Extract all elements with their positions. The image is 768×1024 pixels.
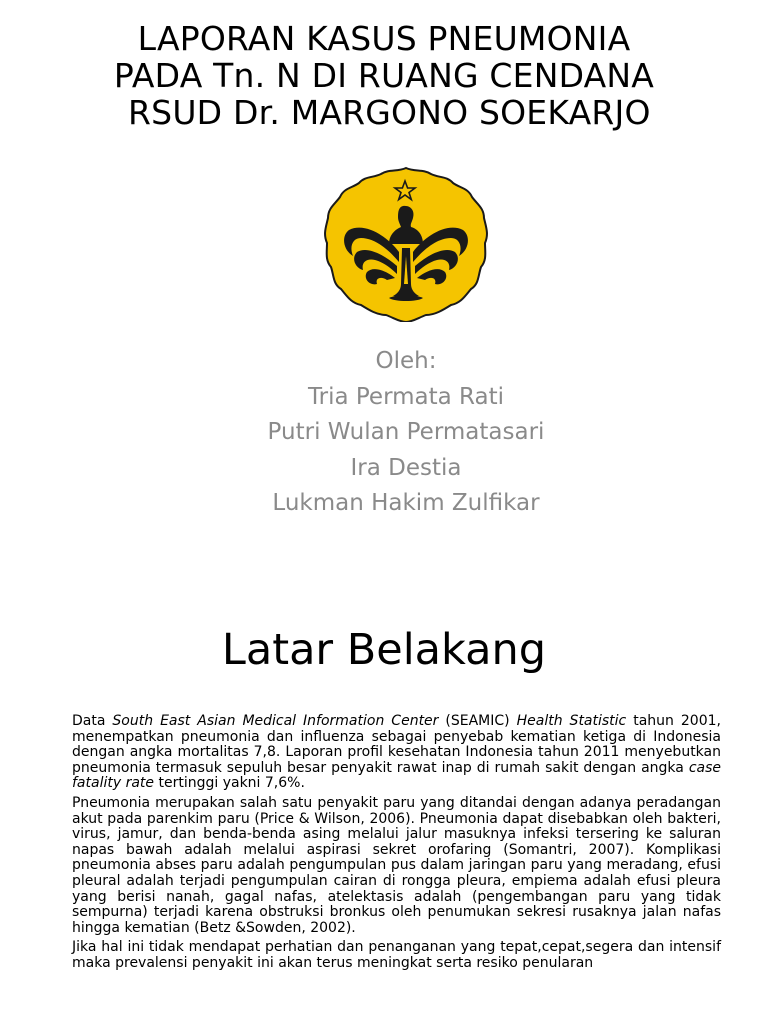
- text-run: (SEAMIC): [438, 713, 517, 729]
- background-slide: [0, 576, 768, 1024]
- text-run: Data: [72, 713, 113, 729]
- body-text: [72, 714, 721, 976]
- author-name: Ira Destia: [350, 454, 462, 481]
- paragraph-1: [72, 714, 721, 792]
- title-line: PADA Tn. N DI RUANG CENDANA: [113, 56, 655, 95]
- report-title: [0, 20, 768, 131]
- authors-label: Oleh:: [375, 348, 437, 374]
- text-run: tertinggi yakni 7,6%.: [154, 775, 305, 792]
- italic-run: Health Statistic: [516, 713, 627, 729]
- authors-block: [0, 344, 768, 522]
- italic-run: South East Asian Medical Information Center: [112, 713, 439, 729]
- text-run: tahun 2001, menempatkan pneumonia dan influenza sebagai penyebab kematian ketiga di Indonesia dengan angka mortalitas 7,8. Laporan profil kesehatan Indonesia tahun 2011 menyebutkan pneumonia termasuk sepuluh besar penyakit rawat inap di rumah sakit dengan angka: [72, 713, 721, 776]
- author-name: Putri Wulan Permatasari: [267, 419, 545, 445]
- author-name: Tria Permata Rati: [307, 383, 505, 410]
- paragraph-2: Pneumonia merupakan salah satu penyakit paru yang ditandai dengan adanya peradangan akut pada parenkim paru (Price & Wilson, 2006). Pneumonia dapat disebabkan oleh bakteri, virus, jamur, dan benda-benda asing melalui jalur masuknya infeksi tersering ke saluran napas bawah adalah melalui aspirasi sekret orofaring (Somantri, 2007). Komplikasi pneumonia abses paru adalah pengumpulan pus dalam jaringan paru yang meradang, efusi pleural adalah terjadi pengumpulan cairan di rongga pleura, empiema adalah efusi pleura yang berisi nanah, gagal nafas, atelektasis adalah (pengembangan paru yang tidak sempurna) terjadi karena obstruksi bronkus oleh penumukan sekresi rusaknya jalan nafas hingga kematian (Betz &Sowden, 2002).: [72, 794, 721, 936]
- title-line: LAPORAN KASUS PNEUMONIA: [137, 19, 631, 58]
- author-name: Lukman Hakim Zulfikar: [272, 490, 540, 516]
- university-shield-logo-icon: [323, 166, 489, 322]
- title-line: RSUD Dr. MARGONO SOEKARJO: [117, 93, 651, 132]
- italic-run: case fatality rate: [72, 759, 721, 792]
- paragraph-3: Jika hal ini tidak mendapat perhatian dan penanganan yang tepat,cepat,segera dan intensif maka prevalensi penyakit ini akan terus meningkat serta resiko penularan: [72, 939, 721, 971]
- section-heading: Latar Belakang: [221, 625, 547, 675]
